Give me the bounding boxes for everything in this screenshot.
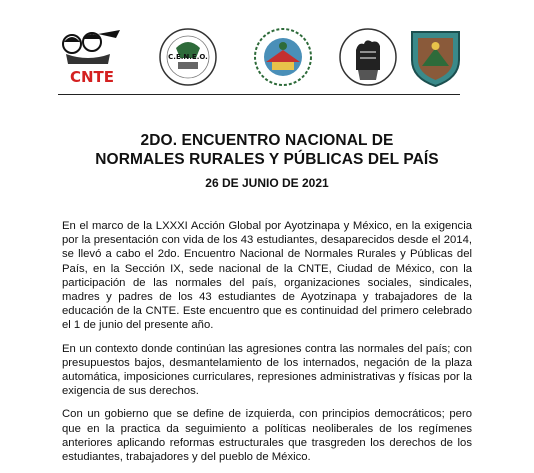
ceneo-logo bbox=[148, 26, 228, 88]
shield-emblem-icon bbox=[408, 26, 463, 88]
fist-emblem-icon bbox=[338, 26, 398, 88]
paragraph-1: En el marco de la LXXXI Acción Global por Ayotzinapa y México, en la exigencia por la presentación con vida de los 43 estudiantes, desaparecidos desde el 2014, se llevó a cabo el 2do. Encuentro Nacional de Normales Rurales y Públicas del País, en la Sección IX, sede nacional de la CNTE, Ciudad de México, con la participación de las normales del país, organizaciones sociales, sindicales, madres y padres de los 43 estudiantes de Ayotzinapa y trabajadores de la educación de la CNTE. Este encuentro que es continuidad del primero celebrado el 1 de junio del presente año. bbox=[62, 220, 472, 332]
title-line-1: 2DO. ENCUENTRO NACIONAL DE bbox=[140, 132, 394, 149]
document-body bbox=[62, 219, 472, 473]
fist-logo bbox=[338, 26, 398, 88]
document-date: 26 DE JUNIO DE 2021 bbox=[205, 176, 329, 190]
header-divider bbox=[58, 94, 460, 95]
normales-emblem-icon bbox=[248, 26, 318, 88]
ceneo-emblem-icon bbox=[148, 26, 228, 88]
logo-strip bbox=[58, 26, 463, 94]
cnte-emblem-icon bbox=[58, 26, 126, 88]
title-line-2: NORMALES RURALES Y PÚBLICAS DEL PAÍS bbox=[95, 151, 439, 168]
cnte-logo bbox=[58, 26, 126, 88]
normales-logo bbox=[248, 26, 318, 88]
paragraph-2: En un contexto donde continúan las agresiones contra las normales del país; con presupuestos bajos, desmantelamiento de los internados, negación de la plaza automática, imposiciones curriculares, represiones administrativas y físicas por la exigencia de sus derechos. bbox=[62, 342, 472, 398]
paragraph-3: Con un gobierno que se define de izquierda, con principios democráticos; pero que en la practica da seguimiento a políticas neoliberales de los regímenes anteriores aplicando reformas estructurales que trasgreden los derechos de los estudiantes, trabajadores y del pueblo de México. bbox=[62, 408, 472, 464]
shield-logo bbox=[408, 26, 463, 88]
cnte-logo-text: CNTE bbox=[69, 68, 115, 86]
document-title bbox=[0, 131, 534, 169]
ceneo-logo-text: C.E.N.E.O. bbox=[168, 53, 208, 61]
